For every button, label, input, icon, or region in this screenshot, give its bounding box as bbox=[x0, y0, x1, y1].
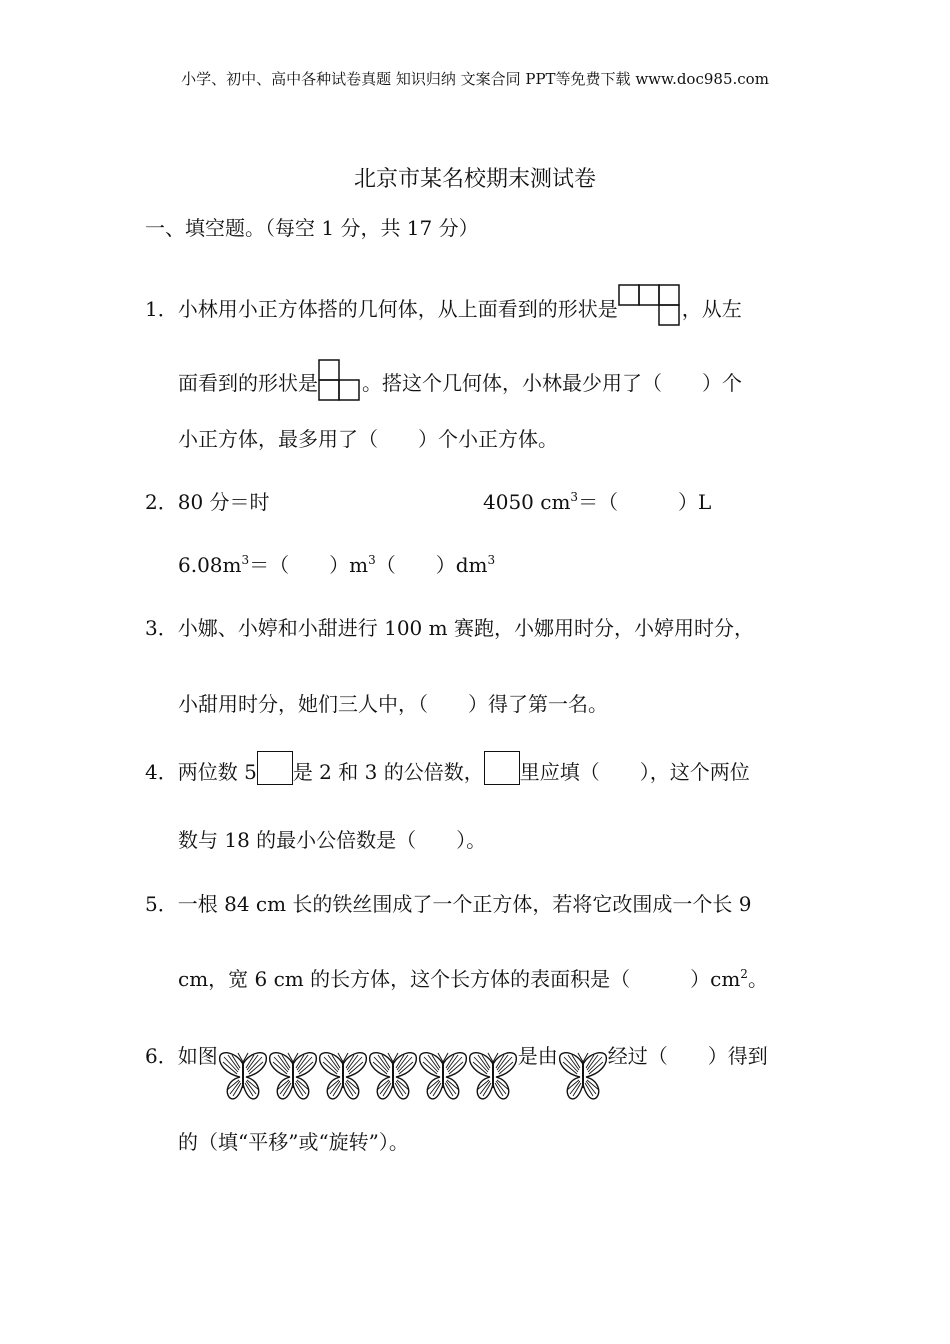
question-6-line-2: 的（填“平移”或“旋转”）。 bbox=[178, 1130, 409, 1154]
question-5-line-2 bbox=[178, 965, 768, 993]
question-4-text-c: 里应填（ ），这个两位 bbox=[519, 760, 750, 784]
question-5-text-a: 一根 84 cm 长的铁丝围成了一个正方体，若将它改围成一个长 9 bbox=[177, 892, 752, 916]
question-2-text-c: ＝（ ）L bbox=[578, 490, 712, 514]
question-2-text-d: 6.08m bbox=[178, 553, 242, 577]
superscript: 3 bbox=[570, 490, 579, 504]
question-1-line-1 bbox=[145, 284, 742, 330]
butterfly-icon bbox=[418, 1050, 468, 1102]
superscript: 3 bbox=[241, 553, 250, 567]
question-4-line-2: 数与 18 的最小公倍数是（ ）。 bbox=[178, 828, 487, 852]
butterfly-icon bbox=[558, 1050, 608, 1102]
single-butterfly bbox=[558, 1050, 608, 1102]
top-view-figure bbox=[618, 284, 682, 330]
question-4-text-a: 两位数 5 bbox=[177, 760, 257, 784]
question-2-line-2 bbox=[178, 551, 495, 579]
superscript: 3 bbox=[368, 553, 376, 567]
question-6-text-b: 是由 bbox=[517, 1044, 558, 1068]
question-6-text-c: 经过（ ）得到 bbox=[607, 1044, 768, 1068]
question-6-line-1 bbox=[145, 1042, 768, 1102]
question-2-text-a: 80 分＝时 bbox=[177, 490, 270, 514]
section-heading: 一、填空题。（每空 1 分，共 17 分） bbox=[145, 216, 479, 240]
left-view-figure bbox=[318, 358, 362, 404]
question-2-text-b: 4050 cm bbox=[483, 490, 571, 514]
question-2-text-e: ＝（ ）m bbox=[249, 553, 369, 577]
question-3-number: 3． bbox=[145, 616, 178, 640]
question-2-number: 2． bbox=[145, 490, 178, 514]
butterfly-icon bbox=[318, 1050, 368, 1102]
question-5-number: 5． bbox=[145, 892, 178, 916]
question-4-text-b: 是 2 和 3 的公倍数， bbox=[292, 760, 484, 784]
butterfly-icon bbox=[218, 1050, 268, 1102]
superscript: 3 bbox=[487, 553, 496, 567]
butterfly-icon bbox=[268, 1050, 318, 1102]
butterfly-icon bbox=[368, 1050, 418, 1102]
digit-blank-box-reference bbox=[484, 751, 520, 785]
butterfly-row bbox=[218, 1050, 518, 1102]
digit-blank-box bbox=[257, 751, 293, 785]
question-5-line-1 bbox=[145, 890, 752, 918]
question-3-text-a: 小娜、小婷和小甜进行 100 m 赛跑，小娜用时分，小婷用时分， bbox=[177, 616, 754, 640]
question-5-text-end: 。 bbox=[747, 967, 768, 991]
question-1-text-b: ，从左 bbox=[681, 297, 742, 321]
butterfly-icon bbox=[468, 1050, 518, 1102]
question-5-text-b: cm，宽 6 cm 的长方体，这个长方体的表面积是（ ）cm bbox=[178, 967, 741, 991]
page-header: 小学、初中、高中各种试卷真题 知识归纳 文案合同 PPT等免费下载 www.doc985.com bbox=[181, 70, 769, 88]
question-3-line-2: 小甜用时分，她们三人中，（ ）得了第一名。 bbox=[178, 692, 608, 716]
superscript: 2 bbox=[740, 967, 748, 981]
question-6-text-a: 如图 bbox=[177, 1044, 218, 1068]
question-1-text-a: 小林用小正方体搭的几何体，从上面看到的形状是 bbox=[177, 297, 618, 321]
question-3-line-1 bbox=[145, 614, 754, 642]
question-2-text-f: （ ）dm bbox=[375, 553, 488, 577]
question-1-line-2 bbox=[178, 358, 742, 404]
page-title: 北京市某名校期末测试卷 bbox=[353, 167, 596, 192]
question-4-line-1 bbox=[145, 751, 750, 786]
question-2-line-1 bbox=[145, 488, 270, 516]
question-6-number: 6． bbox=[145, 1044, 178, 1068]
question-2-volume-conversion bbox=[483, 488, 711, 516]
question-1-number: 1． bbox=[145, 297, 178, 321]
question-1-text-c: 面看到的形状是 bbox=[178, 371, 318, 395]
question-1-text-d: 。搭这个几何体，小林最少用了（ ）个 bbox=[362, 371, 742, 395]
question-1-line-3: 小正方体，最多用了（ ）个小正方体。 bbox=[178, 427, 558, 451]
question-4-number: 4． bbox=[145, 760, 178, 784]
